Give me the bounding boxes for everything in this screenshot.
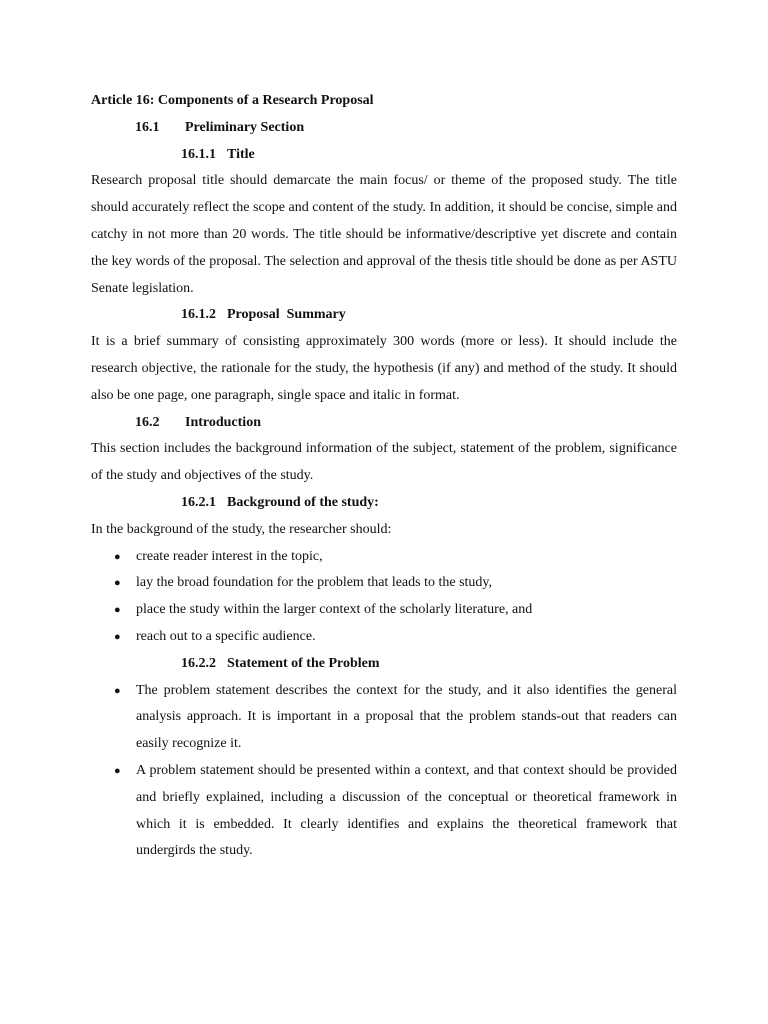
subsection-heading-16-2-2 (91, 651, 677, 678)
subsection-number: 16.1.2 (181, 307, 216, 323)
section-number: 16.1 (135, 119, 160, 135)
bullet-icon: ● (114, 604, 121, 617)
subsection-title: Statement of the Problem (227, 655, 380, 671)
bullet-icon: ● (114, 577, 121, 590)
subsection-heading-16-2-1 (91, 490, 677, 517)
summary-paragraph: It is a brief summary of consisting approximately 300 words (more or less). It should include the research objective, the rationale for the study, the hypothesis (if any) and method of the study. It should also be one page, one paragraph, single space and italic in format. (91, 334, 677, 403)
bullet-icon: ● (114, 550, 121, 563)
subsection-title: Proposal Summary (227, 307, 346, 323)
article-heading: Article 16: Components of a Research Proposal (91, 93, 374, 108)
list-item-text: reach out to a specific audience. (136, 628, 316, 644)
list-item (91, 570, 677, 597)
subsection-title: Title (227, 146, 255, 162)
subsection-heading-16-1-2 (91, 302, 677, 329)
subsection-heading-16-1-1 (91, 142, 677, 169)
title-paragraph: Research proposal title should demarcate the main focus/ or theme of the proposed study. The title should accurately reflect the scope and content of the study. In addition, it should be concise, simple and catchy in not more than 20 words. The title should be informative/descriptive yet discrete and contain the key words of the proposal. The selection and approval of the thesis title should be done as per ASTU Senate legislation. (91, 173, 677, 296)
list-item-text: create reader interest in the topic, (136, 548, 323, 564)
subsection-title: Background of the study: (227, 494, 379, 510)
section-number: 16.2 (135, 414, 160, 430)
subsection-number: 16.2.1 (181, 494, 216, 510)
list-item (91, 758, 677, 865)
list-item (91, 624, 677, 651)
list-item-text: The problem statement describes the context for the study, and it also identifies the general analysis approach. It is important in a proposal that the problem stands-out that readers can easily recognize it. (136, 682, 677, 752)
bullet-icon: ● (114, 764, 121, 777)
list-item (91, 544, 677, 571)
background-bullet-list (91, 544, 677, 651)
list-item-text: A problem statement should be presented within a context, and that context should be provided and briefly explained, including a discussion of the conceptual or theoretical framework in which it is embedded. It clearly identifies and explains the theoretical framework that undergirds the study. (136, 762, 677, 859)
introduction-paragraph: This section includes the background information of the subject, statement of the problem, significance of the study and objectives of the study. (91, 441, 677, 484)
bullet-icon: ● (114, 630, 121, 643)
section-title: Introduction (185, 414, 261, 430)
list-item-text: place the study within the larger context of the scholarly literature, and (136, 602, 533, 618)
list-item (91, 678, 677, 758)
section-heading-16-1 (91, 115, 677, 142)
section-heading-16-2 (91, 410, 677, 437)
background-intro-paragraph: In the background of the study, the researcher should: (91, 521, 392, 537)
list-item-text: lay the broad foundation for the problem that leads to the study, (136, 575, 493, 591)
section-title: Preliminary Section (185, 119, 305, 135)
problem-bullet-list (91, 678, 677, 866)
list-item (91, 597, 677, 624)
subsection-number: 16.2.2 (181, 655, 216, 671)
subsection-number: 16.1.1 (181, 146, 216, 162)
document-page (91, 88, 677, 865)
bullet-icon: ● (114, 684, 121, 697)
